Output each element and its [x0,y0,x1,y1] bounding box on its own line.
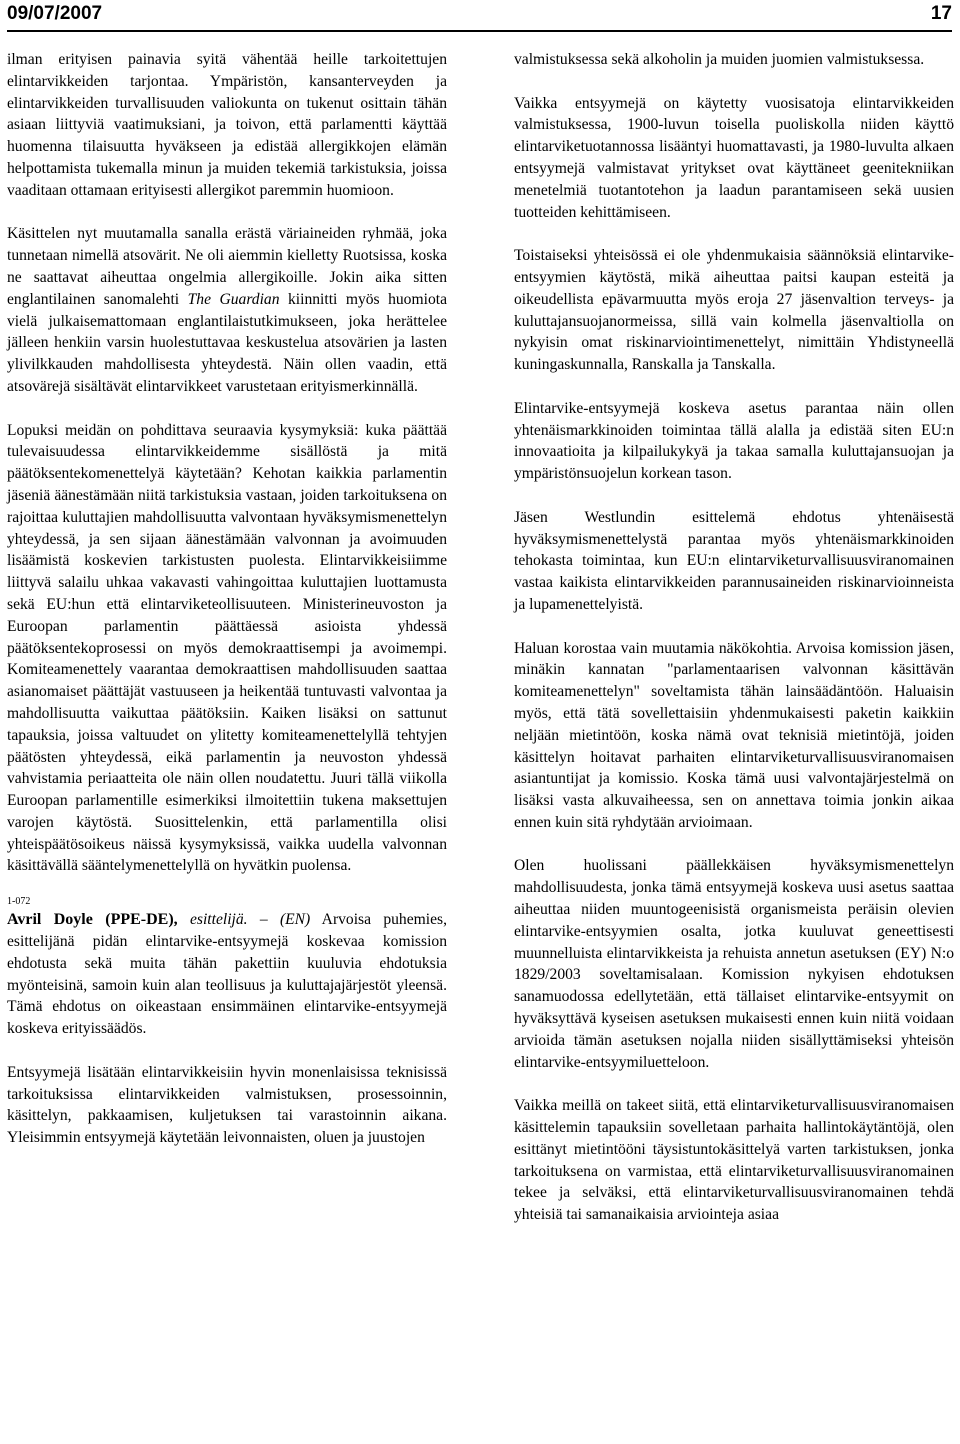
paragraph: Olen huolissani päällekkäisen hyväksymismenettelyn mahdollisuudesta, jonka tämä entsyymejä koskeva uusi asetus saattaa aiheuttaa niiden muuntogeenisistä organismeista peräisin olevien elintarvike-entsyymien osalta, jotka kuuluvat geneettisesti muunnelluista elintarvikkeista ja rehuista annetun asetuksen (EY) N:o 1829/2003 soveltamisalaan. Komission nykyisen ehdotuksen sanamuodossa edellytetään, että tällaiset elintarvike-entsyymit on hyväksyttävä kyseisen asetuksen mukaisesti ennen kuin niitä voidaan arvioida tämän asetuksen nojalla niiden sisällyttämiseksi yhteisön elintarvike-entsyymiluetteloon. [514,857,954,1071]
speaker-reference: 1-072 [7,896,31,908]
speaker-paragraph [7,909,447,1040]
paragraph: valmistuksessa sekä alkoholin ja muiden juomien valmistuksessa. [514,51,925,68]
paragraph: Toistaiseksi yhteisössä ei ole yhdenmukaisia säännöksiä elintarvike-entsyymien käytöstä, mikä aiheuttaa paitsi kaupan esteitä ja oikeudellista epävarmuutta myös eroja 27 jäsenvaltion terveys- ja kuluttajansuojanormeissa, sillä vain kolmella jäsenvaltiolla on nykyisin omat riskinarviointimenettelyt, nimittäin Yhdistyneellä kuningaskunnalla, Ranskalla ja Tanskalla. [514,247,954,374]
paragraph: Vaikka meillä on takeet siitä, että elintarviketurvallisuusviranomaisen käsittelemin tapauksiin sovelletaan parhaita hallintokäytäntöjä, olen esittänyt mietintööni täysistuntokäsittelyä varten tarkistuksen, jonka tarkoituksena on varmistaa, että elintarviketurvallisuusviranomainen tekee ja selväksi, että elintarviketurvallisuusviranomainen tehdä yhteisiä tai samanaikaisia arviointeja asiaa [514,1097,954,1224]
speaker-dash: – [247,911,280,929]
paragraph: Entsyymejä lisätään elintarvikkeisiin hyvin monenlaisissa teknisissä tarkoituksissa elintarvikkeiden valmistuksen, prosessoinnin, käsittelyn, pakkaamisen, kuljetuksen tai varastoinnin aikana. Yleisimmin entsyymejä käytetään leivonnaisten, oluen ja juustojen [7,1063,447,1147]
language-tag: (EN) [279,911,311,929]
paragraph-text: kiinnitti myös huomiota vielä julkaisemattomaan englantilaistutkimukseen, joka herättelee jälleen henkiin varsin huolestuttavaa keskustelua atsovärien ja lasten ylivilkkauden mahdollisesta yhteydestä. Näin ollen vaadin, että atsovärejä sisältävät elintarvikkeet varustetaan erityismerkinnällä. [7,290,447,395]
newspaper-name: The Guardian [187,290,280,308]
paragraph: Elintarvike-entsyymejä koskeva asetus parantaa näin ollen yhtenäismarkkinoiden toimintaa tällä alalla ja edistää siten EU:n innovaatioita ja kilpailukykyä ja takaa samalla kuluttajansuojan ja ympäristönsuojelun korkean tason. [514,399,954,483]
speaker-role: esittelijä. [177,911,248,929]
paragraph-text: Käsittelen nyt muutamalla sanalla erästä väriaineiden ryhmää, joka tunnetaan nimellä atsovärit. Ne oli aiemmin kielletty Ruotsissa, koska ne saattavat aiheuttaa ongelmia allergikoille. Jokin aika sitten englantilainen sanomalehti [7,225,447,308]
paragraph: Jäsen Westlundin esittelemä ehdotus yhtenäisestä hyväksymismenettelystä parantaa myös yhtenäismarkkinoiden tehokasta toimintaa, kun EU:n elintarviketurvallisuusviranomainen vastaa kaikista elintarvikkeiden parannusaineiden riskinarvioinneista ja lupamenettelyistä. [514,508,954,613]
paragraph [7,223,447,397]
paragraph: Haluan korostaa vain muutamia näkökohtia. Arvoisa komission jäsen, minäkin kannatan "parlamentaarisen valvonnan käsittävän komiteamenettelyn" soveltamista tähän lainsäädäntöön. Haluaisin myös, että tätä sovellettaisiin yhdenmukaisesti paketin kaikkiin neljään mietintöön, koska nämä ovat teknisiä mietintöjä, joiden käsittelyn hoitavat parhaiten elintarviketurvallisuusviranomaisen asiantuntijat ja komissio. Koska tämä uusi valvontajärjestelmä on lisäksi vasta alkuvaiheessa, sen on annettava toimia jonkin aikaa ennen kuin sitä ryhdytään arvioimaan. [514,639,954,831]
paragraph: Vaikka entsyymejä on käytetty vuosisatoja elintarvikkeiden valmistuksessa, 1900-luvun toisella puoliskolla niiden käyttö elintarviketuotannossa lisääntyi huomattavasti, ja 1980-luvulta alkaen entsyymejä valmistavat yritykset ovat käyttäneet geenitekniikan menetelmiä tuotantotehon ja laadun parantamiseen sekä uusien tuotteiden kehittämiseen. [514,94,954,221]
paragraph-text: Arvoisa puhemies, esittelijänä pidän elintarvike-entsyymejä koskevaa komission ehdotusta sekä muita tähän pakettiin kuuluvia ehdotuksia myönteisinä, samoin kuin alan teollisuus ja kuluttajajärjestöt yleensä. Tämä ehdotus on oikeastaan ensimmäinen elintarvike-entsyymejä koskeva erityissäädös. [7,911,447,1038]
left-column [7,49,447,1149]
header-page-number: 17 [930,3,952,24]
header-date: 09/07/2007 [7,3,103,24]
paragraph: ilman erityisen painavia syitä vähentää heille tarkoitettujen elintarvikkeiden tarjontaa. Ympäristön, kansanterveyden ja elintarvikkeiden turvallisuuden valiokunta on tukenut osittain tähän asiaan liittyviä vaatimuksiani, ja toivon, että parlamentti käyttää huomenna tilaisuutta hyväkseen ja edistää allergikkojen elämän helpottamista tukemalla minun ja muiden tekemiä tarkistuksia, joissa vaaditaan ottamaan erityisesti allergikot paremmin huomioon. [7,51,447,199]
paragraph: Lopuksi meidän on pohdittava seuraavia kysymyksiä: kuka päättää tulevaisuudessa elintarvikkeidemme sisällöstä ja mitä päätöksentekomenettelyä käytetään? Kehotan kaikkia parlamentin jäseniä äänestämään niitä tarkistuksia vastaan, joiden tarkoituksena on rajoittaa kuluttajien mahdollisuutta valvontaan hyväksymismenettelyn yhteydessä, ja sen sijaan äänestämään valvonnan ja avoimuuden lisäämistä koskevien tarkistusten puolesta. Elintarvikkeisiimme liittyvä salailu uhkaa vakavasti vahingoittaa kuluttajien luottamusta sekä EU:hun että elintarviketeollisuuteen. Ministerineuvoston ja Euroopan parlamentin päättäessä asioista yhdessä päätöksentekoprosessi on myös demokraattisempi ja avoimempi. Komiteamenettely vaarantaa demokraattisen mahdollisuuden saattaa asianomaiset päättäjät vastuuseen ja heikentää tuntuvasti valvontaa ja mahdollisuutta vaikuttaa päätöksiin. Kaiken lisäksi on sattunut tapauksia, joissa valtuudet on ylitetty komiteamenettelyllä tehtyjen päätösten yhteydessä, eikä parlamentin ja neuvoston yhdessä vahvistamia periaatteita ole näin ollen noudatettu. Juuri tällä viikolla Euroopan parlamentille esimerkiksi ilmoitettiin tukena maksettujen varojen käytöstä. Suosittelenkin, että parlamentilla olisi yhteispäätösoikeus näissä kysymyksissä, vaikka uudella valvonnan käsittävällä sääntelymenettelyllä on hyvätkin puolensa. [7,421,447,875]
speaker-name: Avril Doyle (PPE-DE), [7,911,178,929]
right-column [514,49,954,1226]
page-header [7,0,952,32]
